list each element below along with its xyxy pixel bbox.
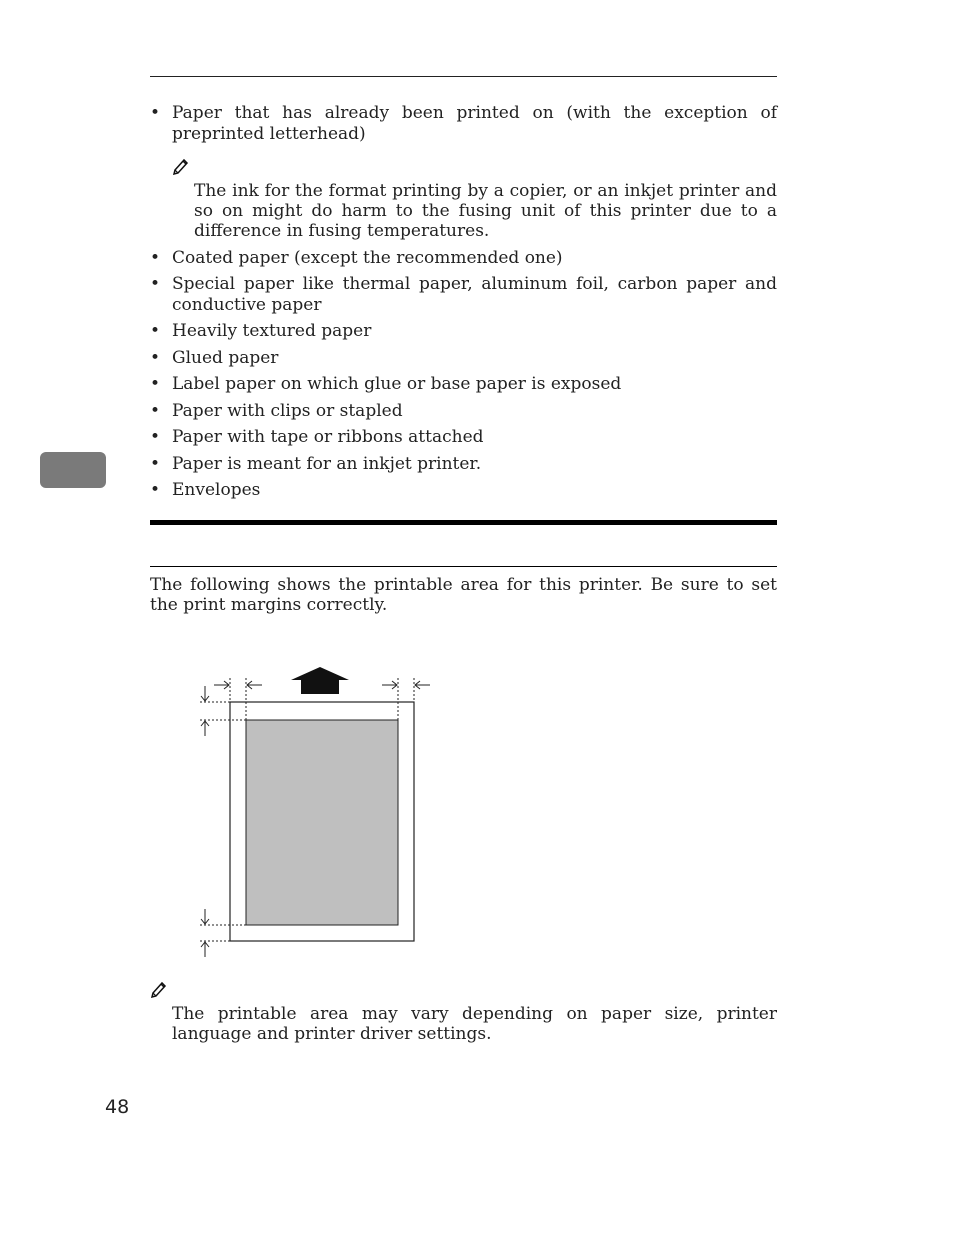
bullet-dot: •	[150, 454, 161, 474]
up-arrow-icon	[291, 667, 349, 694]
list-item	[150, 103, 777, 144]
list-item	[150, 321, 777, 342]
list-item	[150, 348, 777, 369]
list-item	[150, 427, 777, 448]
list-item-text: Envelopes	[172, 480, 261, 500]
pencil-note-icon	[150, 980, 168, 998]
printable-area	[246, 720, 398, 925]
chapter-tab-marker	[40, 452, 106, 488]
list-item-text: Heavily textured paper	[172, 321, 372, 341]
list-item	[150, 401, 777, 422]
bullet-dot: •	[150, 374, 161, 394]
top-margin-arrows	[201, 686, 209, 736]
bullet-dot: •	[150, 321, 161, 341]
section-rule-thin	[150, 566, 777, 567]
list-item-text: Paper that has already been printed on (with the exception of preprinted letterhead)	[172, 103, 777, 144]
note-icon-1	[172, 157, 190, 179]
list-item-text: Paper with clips or stapled	[172, 401, 403, 421]
section-rule-thick	[150, 520, 777, 525]
note-text-2: The printable area may vary depending on paper size, printer language and printer driver settings.	[172, 1004, 777, 1044]
list-item	[150, 248, 777, 269]
bullet-dot: •	[150, 480, 161, 500]
bullet-dot: •	[150, 103, 161, 123]
bullet-dot: •	[150, 348, 161, 368]
list-item	[150, 454, 777, 475]
note-icon-2	[150, 980, 168, 1002]
list-item	[150, 374, 777, 395]
list-item	[150, 480, 777, 501]
list-item	[150, 274, 777, 315]
list-item-text: Glued paper	[172, 348, 279, 368]
bottom-margin-arrows	[201, 909, 209, 957]
list-item-text: Special paper like thermal paper, aluminum foil, carbon paper and conductive paper	[172, 274, 777, 315]
note-text-1: The ink for the format printing by a copier, or an inkjet printer and so on might do harm to the fusing unit of this printer due to a difference in fusing temperatures.	[194, 181, 777, 241]
list-item-text: Paper is meant for an inkjet printer.	[172, 454, 482, 474]
section-intro: The following shows the printable area for this printer. Be sure to set the print margins correctly.	[150, 575, 777, 615]
pencil-note-icon	[172, 157, 190, 175]
header-rule	[150, 76, 777, 77]
page-number: 48	[105, 1096, 130, 1118]
printable-area-diagram	[190, 660, 440, 965]
list-item-text: Coated paper (except the recommended one)	[172, 248, 563, 268]
bullet-dot: •	[150, 401, 161, 421]
list-item-text: Label paper on which glue or base paper is exposed	[172, 374, 622, 394]
bullet-dot: •	[150, 248, 161, 268]
left-margin-arrows	[214, 681, 262, 689]
right-margin-arrows	[382, 681, 430, 689]
bullet-dot: •	[150, 427, 161, 447]
bullet-dot: •	[150, 274, 161, 294]
list-item-text: Paper with tape or ribbons attached	[172, 427, 484, 447]
